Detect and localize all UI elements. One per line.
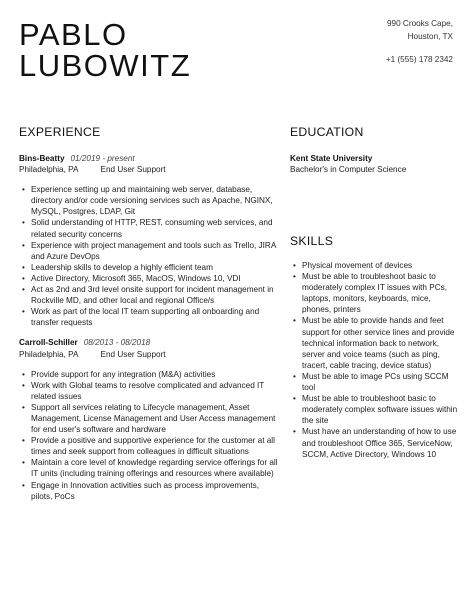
bullet-item: • Work with Global teams to resolve complicated and advanced IT related issues: [19, 380, 281, 402]
bullet-item: • Maintain a core level of knowledge regarding service offerings for all IT units (including training offerings and resources where available): [19, 457, 281, 479]
bullet-item: • Solid understanding of HTTP, REST, consuming web services, and related security concerns: [19, 217, 281, 239]
education-heading: EDUCATION: [290, 125, 364, 139]
contact-info: [386, 17, 453, 66]
skill-item: • Must have an understanding of how to use and troubleshoot Office 365, ServiceNow, SCCM, Active Directory, Windows 10: [290, 426, 460, 459]
bullet-item: • Experience setting up and maintaining web server, database, directory and/or code versioning services such as Apache, NGINX, MySQL, Postgres, LDAP, Git: [19, 184, 281, 217]
bullet-item: • Provide support for any integration (M&A) activities: [19, 369, 281, 380]
job-entry: [19, 337, 281, 501]
company-name: Bins-Beatty: [19, 154, 65, 163]
last-name: LUBOWITZ: [19, 48, 192, 83]
job-dates: 08/2013 - 08/2018: [83, 338, 151, 348]
company-name: Carroll-Schiller: [19, 338, 78, 348]
experience-section: [19, 153, 281, 502]
job-location: Philadelphia, PA: [19, 349, 79, 359]
job-bullets: [19, 184, 281, 328]
bullet-item: • Act as 2nd and 3rd level onsite support for incident management in Rockville MD, and other local and regional Office/s: [19, 284, 281, 306]
bullet-item: • Leadership skills to develop a highly efficient team: [19, 262, 281, 273]
phone-number: +1 (555) 178 2342: [385, 55, 453, 64]
skill-item: • Must be able to provide hands and feet support for other service lines and provide technical information back to network, server and voice teams (such as ping, tracert, cable tracing, device status): [290, 315, 460, 370]
address-line2: Houston, TX: [407, 32, 453, 41]
bullet-item: • Provide a positive and supportive experience for the customer at all times and seek support from colleagues in difficult situations: [19, 435, 281, 457]
bullet-item: • Work as part of the local IT team supporting all onboarding and transfer requests: [19, 306, 281, 328]
job-role: End User Support: [100, 349, 166, 359]
bullet-item: • Support all services relating to Lifecycle management, Asset Management, License Management and User Access management for end user's software and hardware: [19, 402, 281, 435]
skill-item: • Must be able to troubleshoot basic to moderately complex software issues within the site: [290, 393, 460, 426]
experience-heading: EXPERIENCE: [19, 125, 101, 139]
job-location: Philadelphia, PA: [19, 165, 79, 175]
skills-section: [290, 260, 460, 460]
candidate-name: [19, 19, 191, 81]
skills-list: [290, 260, 460, 460]
skills-heading: SKILLS: [290, 234, 334, 248]
job-role: End User Support: [100, 165, 166, 175]
first-name: PABLO: [19, 17, 128, 52]
job-bullets: [19, 369, 281, 502]
skill-item: • Physical movement of devices: [290, 260, 460, 271]
bullet-item: • Experience with project management and tools such as Trello, JIRA and Azure DevOps: [19, 240, 281, 262]
bullet-item: • Engage in Innovation activities such as process improvements, pilots, PoCs: [19, 480, 281, 502]
job-entry: [19, 153, 281, 328]
job-subline: [19, 164, 281, 175]
address-line1: 990 Crooks Cape,: [387, 19, 453, 28]
degree: Bachelor's in Computer Science: [290, 165, 407, 175]
job-dates: 01/2019 - present: [70, 154, 135, 163]
bullet-item: • Active Directory, Microsoft 365, MacOS, Windows 10, VDI: [19, 273, 281, 284]
skill-item: • Must be able to troubleshoot basic to moderately complex IT issues with PCs, laptops, monitors, keyboards, mice, phones, printers: [290, 271, 460, 315]
education-section: [290, 153, 460, 175]
job-subline: [19, 349, 281, 360]
skill-item: • Must be able to image PCs using SCCM tool: [290, 371, 460, 393]
contact-spacer: [386, 43, 453, 53]
job-header: [19, 337, 281, 348]
school-name: Kent State University: [290, 154, 373, 163]
job-header: [19, 153, 281, 164]
